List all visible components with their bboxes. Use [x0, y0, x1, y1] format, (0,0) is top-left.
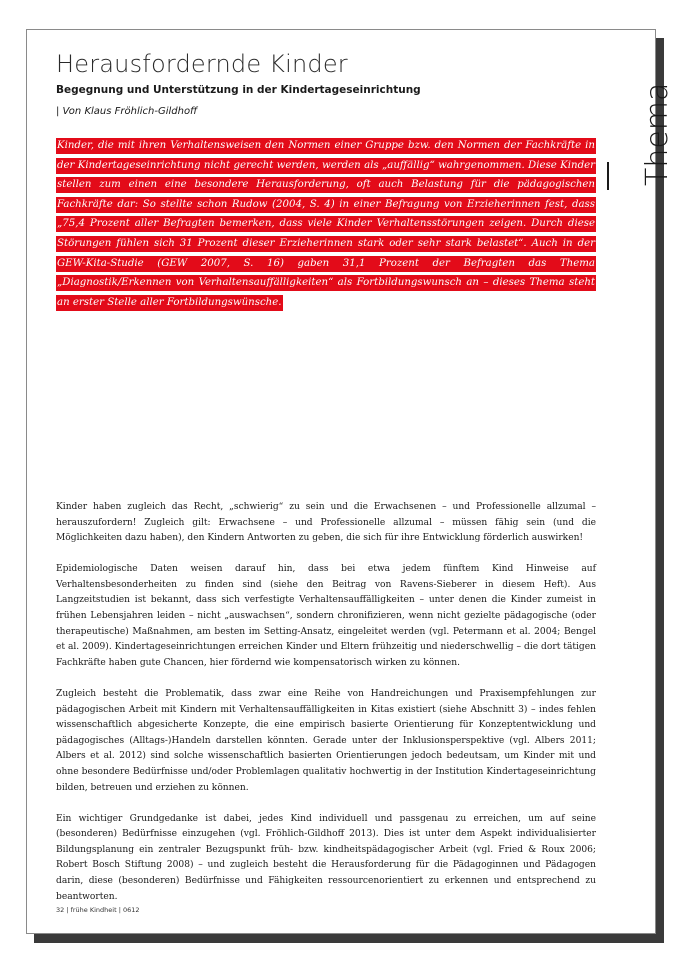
article-body	[56, 500, 596, 921]
article-author: | Von Klaus Fröhlich-Gildhoff	[56, 106, 198, 117]
section-tag-label: Thema	[640, 82, 675, 186]
body-paragraph: Kinder haben zugleich das Recht, „schwierig“ zu sein und die Erwachsenen – und Professionelle allzumal – herauszufordern! Zugleich gilt: Erwachsene – und Professionelle allzumal – müssen fähig sein (und die Möglichkeiten dazu haben), den Kindern Antworten zu geben, die sich für ihre Entwicklung förderlich auswirken!	[56, 502, 596, 544]
page-footer: 32 | frühe Kindheit | 0612	[56, 906, 140, 914]
lead-paragraph	[56, 136, 596, 312]
article-subtitle: Begegnung und Unterstützung in der Kindertageseinrichtung	[56, 84, 421, 96]
section-tag-bar	[607, 162, 609, 190]
magazine-page	[26, 29, 675, 934]
article-title: Herausfordernde Kinder	[56, 50, 348, 78]
section-tag	[605, 38, 675, 198]
body-paragraph: Epidemiologische Daten weisen darauf hin, dass bei etwa jedem fünftem Kind Hinweise auf Verhaltensbesonderheiten zu finden sind (siehe den Beitrag von Ravens-Sieberer in diesem Heft). Aus Langzeitstudien ist bekannt, dass sich verfestigte Verhaltensauffälligkeiten – unter denen die Kinder zumeist in frühen Lebensjahren leiden – nicht „auswachsen“, sondern chronifizieren, wenn nicht gezielte pädagogische (oder therapeutische) Maßnahmen, am besten im Setting-Ansatz, eingeleitet werden (vgl. Petermann et al. 2004; Bengel et al. 2009). Kindertageseinrichtungen erreichen Kinder und Eltern frühzeitig und niederschwellig – die dort tätigen Fachkräfte haben gute Chancen, hier fördernd wie kompensatorisch wirken zu können.	[56, 564, 596, 668]
body-paragraph: Zugleich besteht die Problematik, dass zwar eine Reihe von Handreichungen und Praxisempfehlungen zur pädagogischen Arbeit mit Kindern mit Verhaltensauffälligkeiten in Kitas existiert (siehe Abschnitt 3) – indes fehlen wissenschaftlich abgesicherte Konzepte, die eine empirisch basierte Orientierung für Konzeptentwicklung und pädagogisches (Alltags-)Handeln darstellen könnten. Gerade unter der Inklusionsperspektive (vgl. Albers 2011; Albers et al. 2012) sind solche wissenschaftlich basierten Orientierungen jedoch bedeutsam, um Kinder mit und ohne besondere Bedürfnisse und/oder Problemlagen qualitativ hochwertig in der Institution Kindertageseinrichtung bilden, betreuen und erziehen zu können.	[56, 688, 596, 793]
body-paragraph: Ein wichtiger Grundgedanke ist dabei, jedes Kind individuell und passgenau zu erreichen, um auf seine (besonderen) Bedürfnisse einzugehen (vgl. Fröhlich-Gildhoff 2013). Dies ist unter dem Aspekt individualisierter Bildungsplanung ein zentraler Bezugspunkt früh- bzw. kindheitspädagogischer Arbeit (vgl. Fried & Roux 2006; Robert Bosch Stiftung 2008) – und zugleich besteht die Herausforderung für die Pädagoginnen und Pädagogen darin, diese (besonderen) Bedürfnisse und Fähigkeiten ressourcenorientiert zu erkennen und entsprechend zu beantworten.	[56, 813, 596, 902]
lead-text-highlighted: Kinder, die mit ihren Verhaltensweisen den Normen einer Gruppe bzw. den Normen der Fachkräfte in der Kindertageseinrichtung nicht gerecht werden, werden als „auffällig“ wahrgenommen. Diese Kinder stellen zum einen eine besondere Herausforderung, oft auch Belastung für die pädagogischen Fachkräfte dar: So stellte schon Rudow (2004, S. 4) in einer Befragung von Erzieherinnen fest, dass „75,4 Prozent aller Befragten bemerken, dass viele Kinder Verhaltensstörungen zeigen. Durch diese Störungen fühlen sich 31 Prozent dieser Erzieherinnen stark oder sehr stark belastet“. Auch in der GEW-Kita-Studie (GEW 2007, S. 16) gaben 31,1 Prozent der Befragten das Thema „Diagnostik/Erkennen von Verhaltensauffälligkeiten“ als Fortbildungswunsch an – dieses Thema steht an erster Stelle aller Fortbildungswünsche.	[56, 138, 596, 311]
